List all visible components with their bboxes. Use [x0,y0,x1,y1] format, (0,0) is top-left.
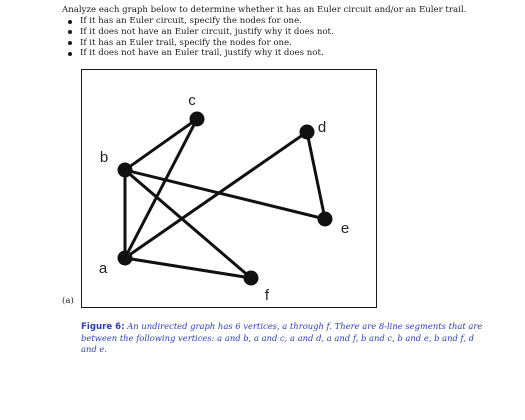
edge-b-c [125,119,197,170]
node-label-c: c [188,91,196,109]
edge-d-e [307,132,325,219]
node-f [244,271,259,286]
labels-layer [99,92,349,304]
instruction-item: If it has an Euler trail, specify the nodes for one. [66,38,334,49]
instructions-intro: Analyze each graph below to determine whether it has an Euler circuit and/or an Euler trail. [62,5,467,15]
caption-label: Figure 6: [81,322,125,332]
node-c [190,112,205,127]
node-e [318,212,333,227]
caption-text: An undirected graph has 6 vertices, a through f. There are 8-line segments that are between the following vertices: a and b, a and c, a and d, a and f, b and c, b and e, b and f, d and e. [81,321,483,354]
graph-figure [81,69,377,308]
node-label-f: f [264,286,270,304]
instruction-item: If it has an Euler circuit, specify the nodes for one. [66,16,334,27]
edge-a-c [125,119,197,258]
instruction-item: If it does not have an Euler trail, justify why it does not. [66,48,334,59]
node-b [118,163,133,178]
node-label-a: a [98,259,108,277]
node-d [300,125,315,140]
edges-layer [125,119,325,278]
graph-diagram [82,70,376,307]
node-label-b: b [99,148,109,166]
node-label-d: d [317,118,327,136]
figure-caption [81,321,487,355]
node-a [118,251,133,266]
instruction-item: If it does not have an Euler circuit, justify why it does not. [66,27,334,38]
node-label-e: e [340,219,350,237]
figure-sublabel: (a) [62,296,74,306]
instructions-list [66,16,334,59]
